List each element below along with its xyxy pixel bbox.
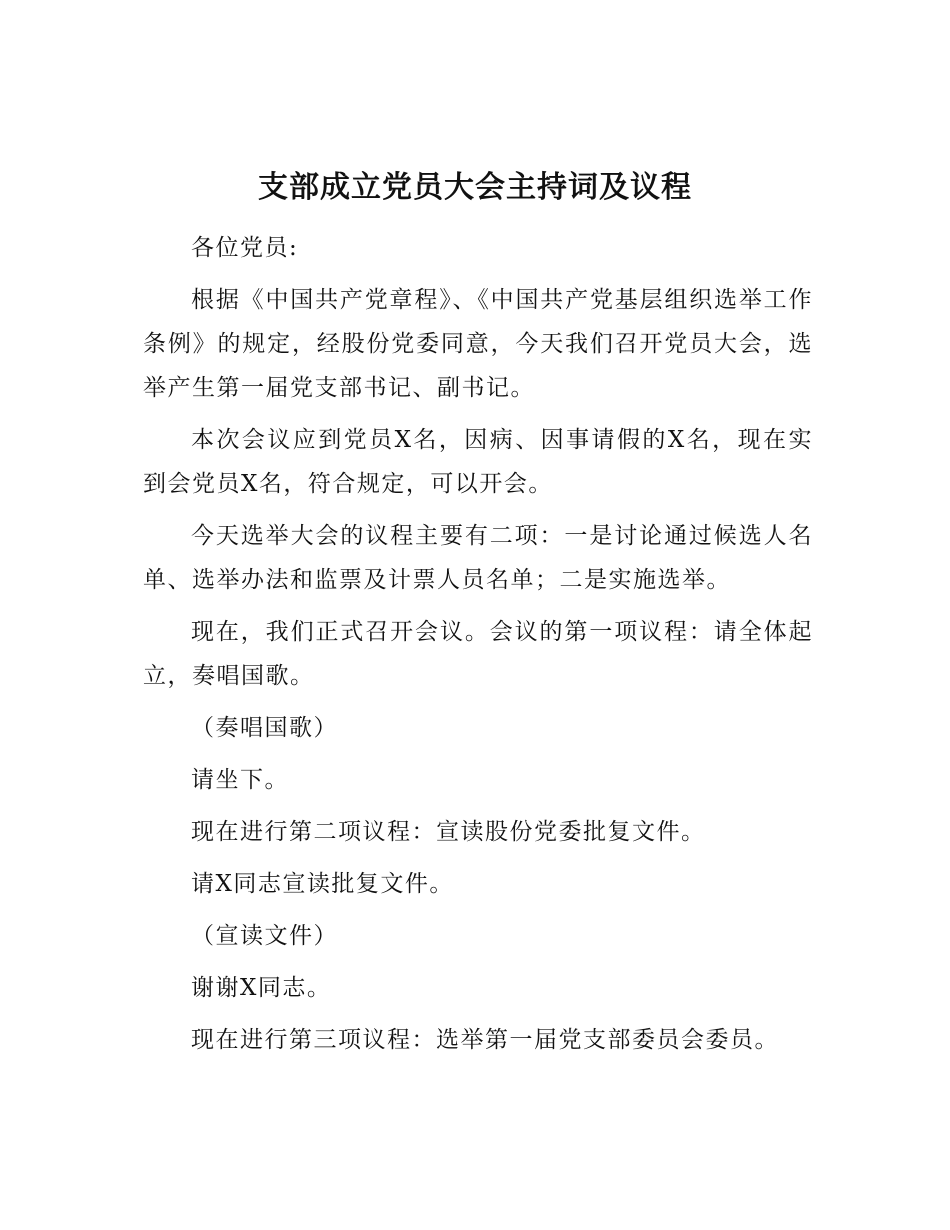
paragraph-thanks: 谢谢X同志。 (191, 975, 332, 1001)
paragraph-basis: 根据《中国共产党章程》、《中国共产党基层组织选举工作条例》的规定，经股份党委同意，今天我们召开党员大会，选举产生第一届党支部书记、副书记。 (143, 287, 813, 401)
paragraph-salutation: 各位党员: (191, 235, 299, 261)
paragraph-agenda-item-2: 现在进行第二项议程：宣读股份党委批复文件。 (191, 819, 706, 845)
paragraph-agenda-item-1: 现在，我们正式召开会议。会议的第一项议程：请全体起立，奏唱国歌。 (143, 619, 813, 689)
paragraph-anthem-note: （奏唱国歌） (191, 715, 338, 741)
paragraph-agenda-item-3: 现在进行第三项议程：选举第一届党支部委员会委员。 (191, 1027, 779, 1053)
document-title: 支部成立党员大会主持词及议程 (258, 170, 692, 205)
document-body (143, 226, 813, 1070)
paragraph-reading-note: （宣读文件） (191, 923, 338, 949)
paragraph-be-seated: 请坐下。 (191, 767, 289, 793)
paragraph-attendance: 本次会议应到党员X名，因病、因事请假的X名，现在实到会党员X名，符合规定，可以开会。 (143, 427, 813, 497)
paragraph-agenda: 今天选举大会的议程主要有二项：一是讨论通过候选人名单、选举办法和监票及计票人员名单；二是实施选举。 (143, 523, 813, 593)
paragraph-read-request: 请X同志宣读批复文件。 (191, 871, 454, 897)
